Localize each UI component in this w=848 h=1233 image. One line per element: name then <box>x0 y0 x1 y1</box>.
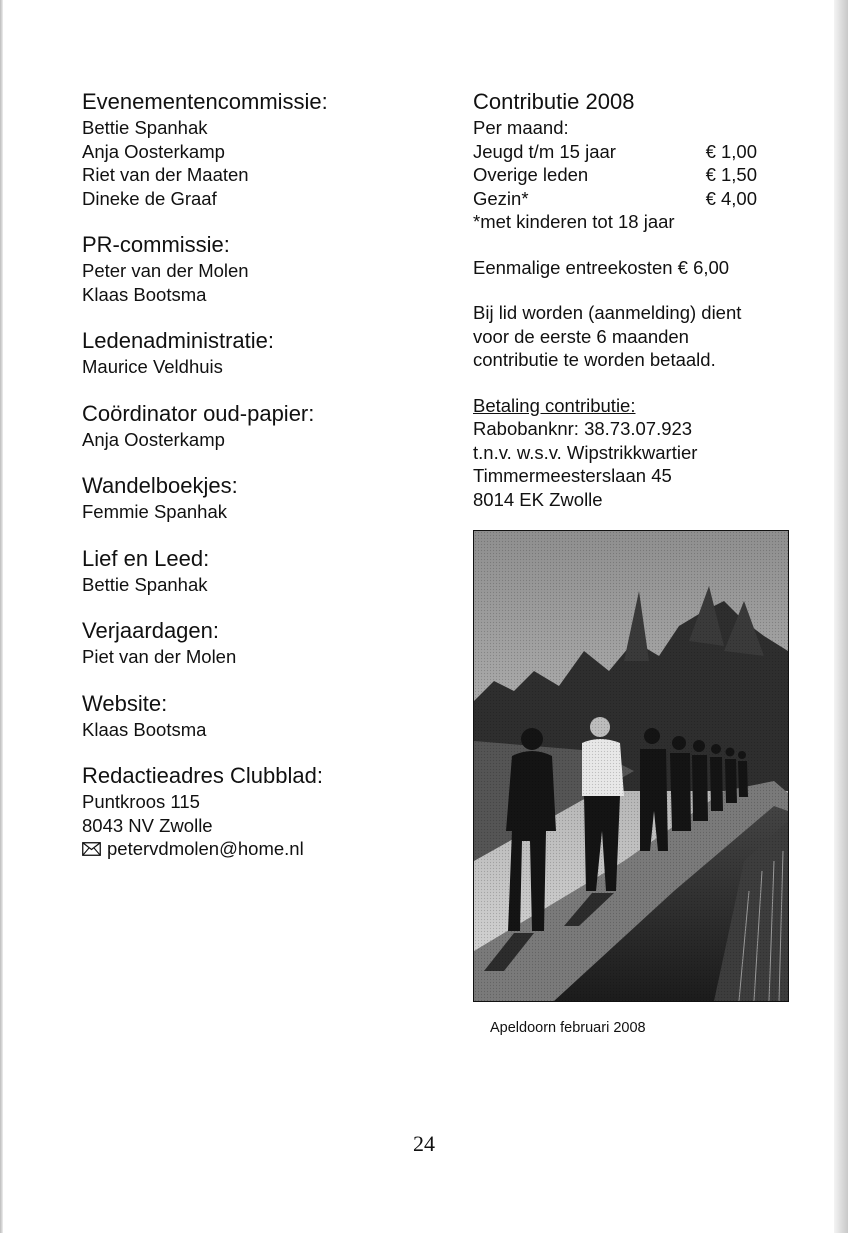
entry-fee: Eenmalige entreekosten € 6,00 <box>473 256 730 278</box>
email-line <box>82 837 412 861</box>
membership-note: voor de eerste 6 maanden <box>473 325 689 347</box>
payment-line: Rabobanknr: 38.73.07.923 <box>473 418 693 439</box>
payment-line: t.n.v. w.s.v. Wipstrikkwartier <box>473 441 698 463</box>
section-website <box>82 690 412 742</box>
email-address[interactable]: petervdmolen@home.nl <box>107 838 304 859</box>
section-heading: Website: <box>82 690 168 716</box>
photo-illustration <box>474 531 788 1001</box>
member-name: Dineke de Graaf <box>82 187 217 209</box>
section-pr-commissie <box>82 231 412 306</box>
member-name: Bettie Spanhak <box>82 117 208 138</box>
payment-heading: Betaling contributie: <box>473 394 636 416</box>
member-name: Peter van der Molen <box>82 260 249 281</box>
right-column <box>473 88 793 511</box>
fee-row <box>473 187 757 211</box>
membership-note: Bij lid worden (aanmelding) dient <box>473 302 742 323</box>
member-name: Anja Oosterkamp <box>82 140 225 162</box>
member-name: Maurice Veldhuis <box>82 356 223 377</box>
member-name: Bettie Spanhak <box>82 573 208 595</box>
page-edge-left <box>0 0 3 1233</box>
section-heading: Wandelboekjes: <box>82 473 238 498</box>
member-name: Anja Oosterkamp <box>82 428 225 450</box>
fee-row <box>473 140 757 164</box>
section-coordinator-oud-papier <box>82 400 412 452</box>
section-heading: PR-commissie: <box>82 232 230 257</box>
page-edge-right <box>834 0 848 1233</box>
section-wandelboekjes <box>82 472 412 524</box>
photo-caption: Apeldoorn februari 2008 <box>490 1020 646 1036</box>
member-name: Piet van der Molen <box>82 646 237 667</box>
fee-amount: € 4,00 <box>705 187 757 209</box>
section-lief-en-leed <box>82 545 412 597</box>
fee-amount: € 1,50 <box>705 164 757 185</box>
section-heading: Redactieadres Clubblad: <box>82 763 323 788</box>
section-redactieadres <box>82 762 412 861</box>
page-number: 24 <box>413 1131 435 1156</box>
fee-label: Jeugd t/m 15 jaar <box>473 140 616 162</box>
fee-footnote: *met kinderen tot 18 jaar <box>473 211 675 232</box>
section-heading: Verjaardagen: <box>82 618 219 643</box>
section-verjaardagen <box>82 617 412 669</box>
member-name: Femmie Spanhak <box>82 501 227 522</box>
payment-line: 8014 EK Zwolle <box>473 488 603 510</box>
envelope-icon <box>82 842 101 856</box>
fee-row <box>473 163 757 187</box>
payment-line: Timmermeesterslaan 45 <box>473 465 672 486</box>
member-name: Klaas Bootsma <box>82 718 207 740</box>
section-evenementencommissie <box>82 88 412 210</box>
section-heading: Coördinator oud-papier: <box>82 400 315 426</box>
fee-amount: € 1,00 <box>705 140 757 162</box>
walkers-photo <box>473 530 789 1002</box>
address-line: 8043 NV Zwolle <box>82 814 213 836</box>
address-line: Puntkroos 115 <box>82 791 200 812</box>
section-heading: Evenementencommissie: <box>82 89 328 114</box>
section-heading: Ledenadministratie: <box>82 328 275 353</box>
contributie-subtitle: Per maand: <box>473 117 569 138</box>
section-heading: Lief en Leed: <box>82 545 210 571</box>
left-column <box>82 88 412 882</box>
section-ledenadministratie <box>82 327 412 379</box>
member-name: Riet van der Maaten <box>82 164 249 185</box>
fee-label: Gezin* <box>473 187 529 209</box>
fee-label: Overige leden <box>473 164 589 185</box>
contributie-title: Contributie 2008 <box>473 89 635 114</box>
member-name: Klaas Bootsma <box>82 283 207 305</box>
membership-note: contributie te worden betaald. <box>473 349 716 370</box>
